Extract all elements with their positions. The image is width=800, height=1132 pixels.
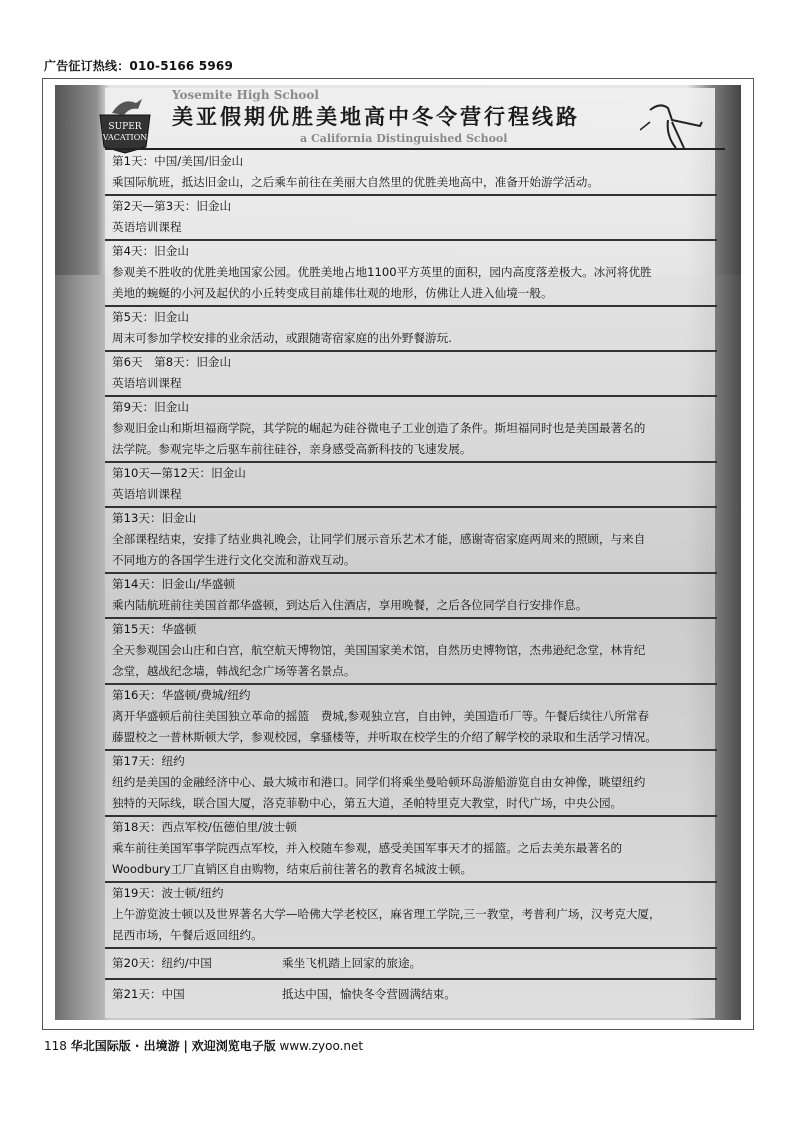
entry-heading: 第15天：华盛顿: [112, 622, 197, 636]
entry-description: 独特的天际线，联合国大厦，洛克菲勒中心，第五大道，圣帕特里克大教堂，时代广场，中央公园。: [112, 796, 623, 810]
entry-description: 法学院。参观完毕之后驱车前往硅谷，亲身感受高新科技的飞速发展。: [112, 442, 472, 456]
entry-description: 纽约是美国的金融经济中心、最大城市和港口。同学们将乘坐曼哈顿环岛游船游览自由女神像，眺望纽约: [112, 775, 646, 789]
entry-heading: 第21天：中国: [112, 987, 185, 1001]
entry-description: 昆西市场，午餐后返回纽约。: [112, 928, 263, 942]
itinerary-entry: [105, 352, 717, 397]
entry-heading: 第13天：旧金山: [112, 511, 197, 525]
entry-description: 周末可参加学校安排的业余活动，或跟随寄宿家庭的出外野餐游玩.: [112, 331, 452, 345]
entry-heading: 第20天：纽约/中国: [112, 956, 212, 970]
entry-description: 乘内陆航班前往美国首都华盛顿，到达后入住酒店，享用晚餐，之后各位同学自行安排作息。: [112, 598, 588, 612]
watermark-tagline: a California Distinguished School: [300, 132, 508, 145]
entry-description: 美地的蜿蜒的小河及起伏的小丘转变成目前雄伟壮观的地形，仿佛让人进入仙境一般。: [112, 286, 553, 300]
watermark-school-name: Yosemite High School: [172, 88, 319, 102]
logo-text-super: SUPER: [108, 122, 142, 132]
entry-heading: 第9天：旧金山: [112, 400, 189, 414]
entry-description: 离开华盛顿后前往美国独立革命的摇篮 费城,参观独立宫，自由钟，美国造币厂等。午餐后续往八所常春: [112, 709, 650, 723]
ad-hotline: 广告征订热线：010-5166 5969: [44, 59, 234, 73]
publication-name: 华北国际版 · 出境游: [70, 1039, 180, 1053]
entry-description: 乘车前往美国军事学院西点军校，并入校随车参观，感受美国军事天才的摇篮。之后去美东最著名的: [112, 841, 623, 855]
entry-description: 全部课程结束，安排了结业典礼晚会，让同学们展示音乐艺术才能，感谢寄宿家庭两周来的照顾，与来自: [112, 532, 646, 546]
page-footer: [44, 1038, 363, 1054]
footer-separator: |: [183, 1039, 188, 1053]
entry-description: 不同地方的各国学生进行文化交流和游戏互动。: [112, 553, 356, 567]
entry-description: 藤盟校之一普林斯顿大学，参观校园，拿骚楼等，并听取在校学生的介绍了解学校的录取和生活学习情况。: [112, 730, 657, 744]
itinerary-list: [105, 151, 717, 1009]
page-number: 118: [44, 1039, 67, 1053]
website-url[interactable]: www.zyoo.net: [279, 1039, 364, 1053]
itinerary-entry: [105, 397, 717, 463]
itinerary-entry: [105, 817, 717, 883]
entry-heading: 第19天：波士顿/纽约: [112, 886, 224, 900]
itinerary-entry: [105, 619, 717, 685]
itinerary-entry: [105, 196, 717, 241]
page-title: 美亚假期优胜美地高中冬令营行程线路: [172, 105, 580, 129]
entry-heading: 第14天：旧金山/华盛顿: [112, 577, 236, 591]
entry-description: 英语培训课程: [112, 220, 182, 234]
entry-description: 乘国际航班，抵达旧金山，之后乘车前往在美丽大自然里的优胜美地高中，准备开始游学活动。: [112, 175, 599, 189]
entry-description: 参观美不胜收的优胜美地国家公园。优胜美地占地1100平方英里的面积，园内高度落差极大。冰河将优胜: [112, 265, 652, 279]
entry-heading: 第17天：纽约: [112, 754, 185, 768]
entry-heading: 第1天：中国/美国/旧金山: [112, 154, 244, 168]
entry-heading: 第4天：旧金山: [112, 244, 189, 258]
entry-description: 全天参观国会山庄和白宫，航空航天博物馆，美国国家美术馆，自然历史博物馆，杰弗逊纪念堂，林肯纪: [112, 643, 646, 657]
entry-heading: 第18天：西点军校/伍德伯里/波士顿: [112, 820, 297, 834]
entry-heading: 第10天—第12天：旧金山: [112, 466, 246, 480]
itinerary-entry: [105, 685, 717, 751]
itinerary-entry: [105, 883, 717, 949]
logo-text-vacation: VACATION: [102, 133, 148, 142]
itinerary-entry: [105, 574, 717, 619]
entry-description: 抵达中国，愉快冬令营圆满结束。: [282, 987, 456, 1001]
entry-description: 上午游览波士顿以及世界著名大学—哈佛大学老校区，麻省理工学院,三一教堂，考普利广场，汉考克大厦，: [112, 907, 661, 921]
itinerary-entry: [105, 949, 717, 980]
entry-description: 英语培训课程: [112, 376, 182, 390]
itinerary-entry: [105, 241, 717, 307]
entry-description: 念堂，越战纪念墙，韩战纪念广场等著名景点。: [112, 664, 356, 678]
entry-heading: 第16天：华盛顿/费城/纽约: [112, 688, 251, 702]
itinerary-entry: [105, 307, 717, 352]
entry-heading: 第6天 第8天：旧金山: [112, 355, 232, 369]
itinerary-entry: [105, 751, 717, 817]
entry-description: 乘坐飞机踏上回家的旅途。: [282, 956, 422, 970]
skier-illustration: [640, 100, 710, 150]
entry-description: Woodbury工厂直销区自由购物，结束后前往著名的教育名城波士顿。: [112, 862, 473, 876]
footer-tagline: 欢迎浏览电子版: [191, 1039, 276, 1053]
entry-heading: 第5天：旧金山: [112, 310, 189, 324]
super-vacation-logo: [92, 95, 158, 155]
itinerary-entry: [105, 508, 717, 574]
itinerary-entry: [105, 980, 717, 1009]
entry-description: 参观旧金山和斯坦福商学院，其学院的崛起为硅谷微电子工业创造了条件。斯坦福同时也是美国最著名的: [112, 421, 646, 435]
entry-heading: 第2天—第3天：旧金山: [112, 199, 232, 213]
entry-description: 英语培训课程: [112, 487, 182, 501]
itinerary-entry: [105, 151, 717, 196]
itinerary-entry: [105, 463, 717, 508]
title-divider: [105, 148, 725, 150]
